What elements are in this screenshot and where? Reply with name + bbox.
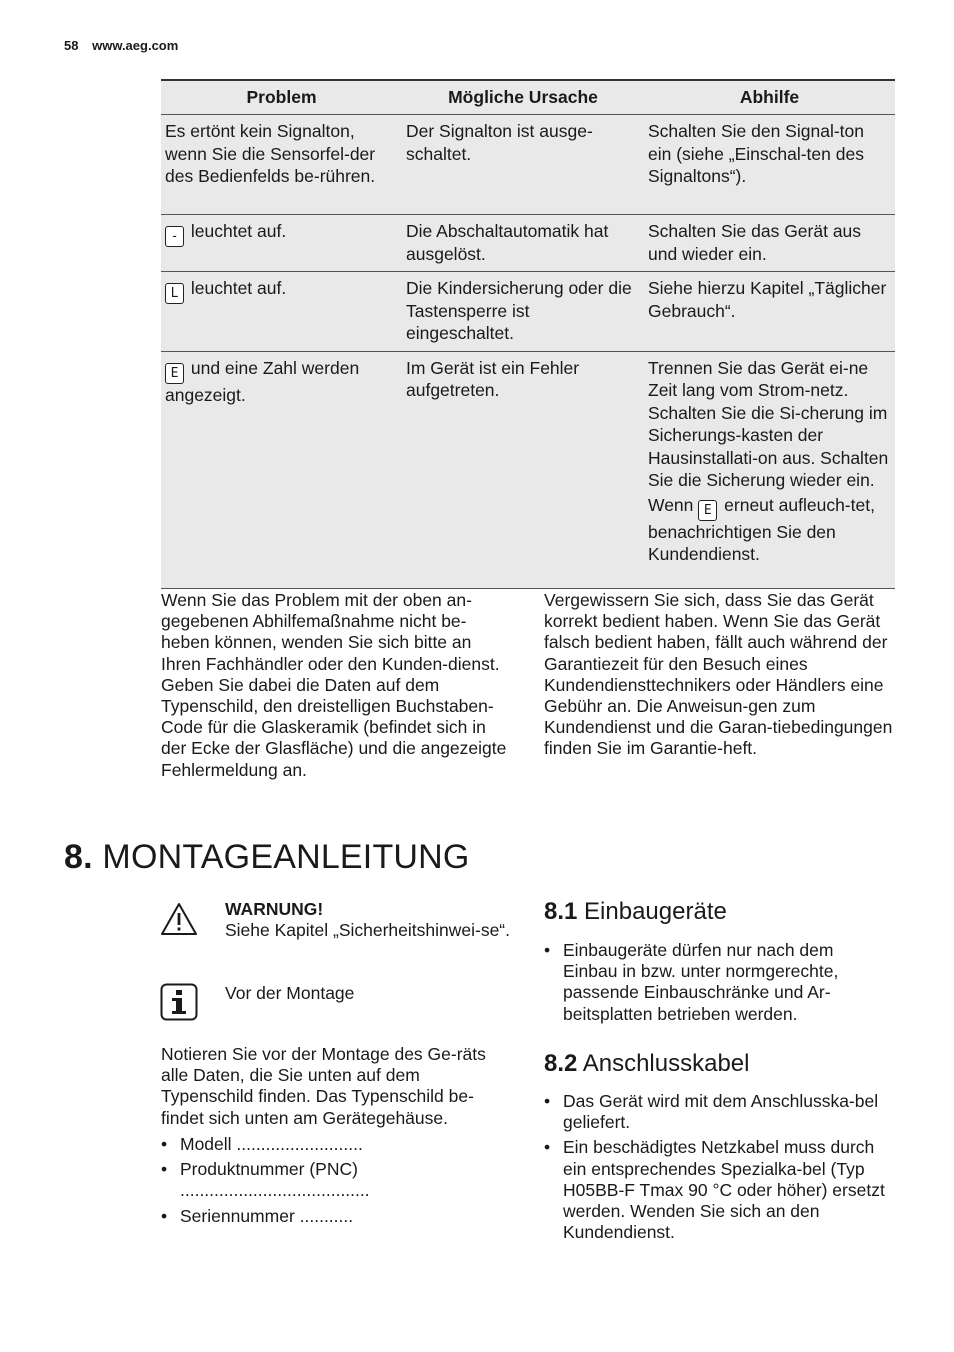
remedy-cell: Schalten Sie den Signal-ton ein (siehe „Einschal-ten des Signaltons“).: [644, 115, 895, 215]
problem-cell: Es ertönt kein Signalton, wenn Sie die Sensorfel-der des Bedienfelds be-rühren.: [161, 115, 402, 215]
subsection-heading: [544, 898, 727, 926]
cause-cell: Im Gerät ist ein Fehler aufgetreten.: [402, 351, 644, 588]
subsection-number: 8.1: [544, 898, 578, 925]
error-display-icon: E: [698, 500, 717, 521]
cause-cell: Die Abschaltautomatik hat ausgelöst.: [402, 215, 644, 272]
table-row: [161, 272, 895, 352]
list-item: • Das Gerät wird mit dem Anschlusska-bel geliefert.: [544, 1091, 889, 1133]
problem-cell: [161, 272, 402, 352]
problem-cell: [161, 215, 402, 272]
list-item: • Produktnummer (PNC) .......................................: [161, 1159, 461, 1201]
list-item: • Seriennummer ...........: [161, 1206, 461, 1227]
remedy-text: Trennen Sie das Gerät ei-ne Zeit lang vom Strom-netz. Schalten Sie die Si-cherung im Sicherungs-kasten der Hausinstallati-on aus. Schalten Sie die Sicherung wieder ein.: [648, 357, 889, 490]
remedy-text-2: [648, 494, 889, 566]
support-paragraph: Wenn Sie das Problem mit der oben an-gegebenen Abhilfemaßnahme nicht be-heben können, wenden Sie sich bitte an Ihren Fachhändler oder den Kunden-dienst. Geben Sie dabei die Daten auf dem Typenschild, den dreistelligen Buchstaben-Code für die Glaskeramik (befindet sich in der Ecke der Glasfläche) und die angezeigte Fehlermeldung an.: [161, 590, 507, 780]
cause-cell: Der Signalton ist ausge-schaltet.: [402, 115, 644, 215]
remedy-cell: Siehe hierzu Kapitel „Täglicher Gebrauch“.: [644, 272, 895, 352]
lock-display-icon: L: [165, 283, 184, 304]
list-item: • Modell ..........................: [161, 1134, 461, 1155]
subsection-title: Anschlusskabel: [582, 1050, 750, 1077]
list-item: • Ein beschädigtes Netzkabel muss durch ein entsprechendes Spezialka-bel (Typ H05BB-F Tmax 90 °C oder höher) ersetzt werden. Wenden Sie sich an den Kundendienst.: [544, 1137, 889, 1243]
warning-note: [225, 899, 515, 941]
table-header-row: [161, 80, 895, 115]
remedy-text-before: Wenn: [648, 494, 694, 515]
subsection-number: 8.2: [544, 1050, 578, 1077]
page-number: 58: [64, 38, 79, 53]
builtin-list: [544, 940, 889, 1029]
column-header-remedy: Abhilfe: [644, 80, 895, 115]
subsection-heading: [544, 1050, 749, 1078]
minus-display-icon: -: [165, 226, 184, 247]
intro-paragraph: Notieren Sie vor der Montage des Ge-räts alle Daten, die Sie unten auf dem Typenschild finden. Das Typenschild be-findet sich unten am Gerätegehäuse.: [161, 1044, 486, 1128]
info-text: Vor der Montage: [225, 983, 355, 1003]
problem-text: leuchtet auf.: [190, 278, 287, 298]
remedy-cell: [644, 351, 895, 588]
problem-text: und eine Zahl werden angezeigt.: [165, 357, 360, 405]
info-icon: [160, 983, 198, 1026]
remedy-cell: Schalten Sie das Gerät aus und wieder ein.: [644, 215, 895, 272]
error-display-icon: E: [165, 363, 184, 384]
column-header-problem: Problem: [161, 80, 402, 115]
website-link[interactable]: www.aeg.com: [92, 38, 179, 53]
problem-cell: [161, 351, 402, 588]
cause-cell: Die Kindersicherung oder die Tastensperre ist eingeschaltet.: [402, 272, 644, 352]
list-item: • Einbaugeräte dürfen nur nach dem Einbau in bzw. unter normgerechte, passende Einbauschränke und Ar-beitsplatten betrieben werden.: [544, 940, 889, 1025]
data-list: [161, 1134, 461, 1231]
section-title: MONTAGEANLEITUNG: [102, 838, 470, 876]
warning-title: WARNUNG!: [225, 899, 324, 919]
cable-list: [544, 1091, 889, 1247]
section-heading: [64, 838, 470, 877]
warning-text: Siehe Kapitel „Sicherheitshinwei-se“.: [225, 920, 510, 941]
table-row: [161, 351, 895, 588]
problem-text: leuchtet auf.: [190, 221, 287, 241]
remedy-text-after: erneut aufleuch-tet, benachrichtigen Sie den Kundendienst.: [648, 494, 875, 564]
warranty-paragraph: Vergewissern Sie sich, dass Sie das Gerät korrekt bedient haben. Wenn Sie das Gerät falsch bedient haben, fällt auch während der Garantiezeit für den Besuch eines Kundendiensttechnikers oder Händlers eine Gebühr an. Die Anweisun-gen zum Kundendienst und die Garan-tiebedingungen finden Sie im Garantie-heft.: [544, 590, 893, 759]
table-row: [161, 115, 895, 215]
warning-icon: [160, 902, 198, 941]
troubleshooting-table: [161, 79, 895, 589]
subsection-title: Einbaugeräte: [584, 898, 727, 925]
section-number: 8.: [64, 838, 93, 876]
column-header-cause: Mögliche Ursache: [402, 80, 644, 115]
page-header: [64, 38, 188, 53]
table-row: [161, 215, 895, 272]
